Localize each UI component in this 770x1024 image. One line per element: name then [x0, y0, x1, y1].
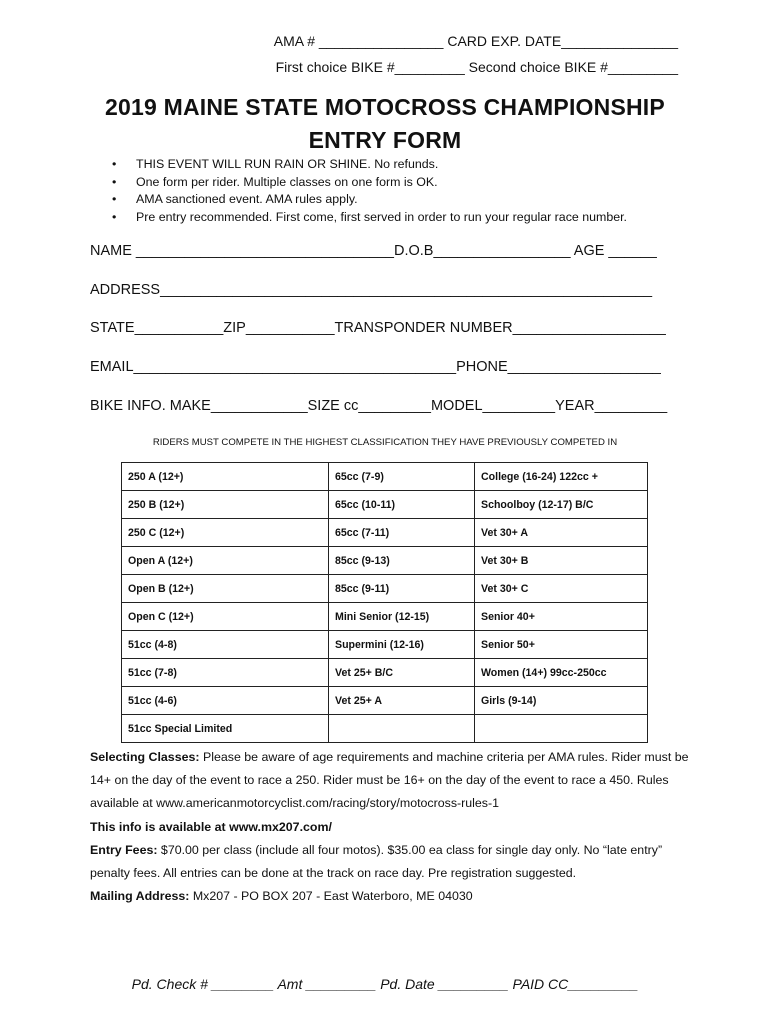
email-phone-field[interactable]: EMAIL________________________________________PHONE___________________	[90, 359, 661, 375]
table-cell: 85cc (9-13)	[329, 547, 475, 575]
table-cell: Supermini (12-16)	[329, 631, 475, 659]
list-item: • One form per rider. Multiple classes on one form is OK.	[112, 174, 627, 192]
bike-choice-line: First choice BIKE #_________ Second choice BIKE #_________	[275, 59, 678, 75]
address-field[interactable]: ADDRESS_____________________________________________________________	[90, 282, 653, 298]
info-line-wrap	[90, 816, 690, 839]
table-cell: Vet 25+ A	[329, 687, 475, 715]
table-row	[122, 715, 648, 743]
table-cell: 51cc (7-8)	[122, 659, 329, 687]
entry-fees-text	[90, 839, 690, 885]
table-cell: 51cc (4-8)	[122, 631, 329, 659]
table-cell	[329, 715, 475, 743]
office-use-line: Pd. Check # ________ Amt _________ Pd. Date _________ PAID CC_________	[131, 976, 639, 992]
fees-body: $70.00 per class (include all four motos). $35.00 ea class for single day only. No “late entry” penalty fees. All entries can be done at the track on race day. Pre registration suggested.	[90, 843, 663, 880]
rules-list	[112, 156, 627, 226]
selecting-classes-text	[90, 746, 690, 815]
table-cell: Mini Senior (12-15)	[329, 603, 475, 631]
list-item: • AMA sanctioned event. AMA rules apply.	[112, 191, 627, 209]
table-cell: Girls (9-14)	[475, 687, 648, 715]
table-cell: Vet 30+ C	[475, 575, 648, 603]
table-cell: 51cc (4-6)	[122, 687, 329, 715]
table-cell: Open C (12+)	[122, 603, 329, 631]
mailing-address-text	[90, 885, 690, 908]
list-item: • THIS EVENT WILL RUN RAIN OR SHINE. No refunds.	[112, 156, 627, 174]
table-cell: Senior 50+	[475, 631, 648, 659]
table-row	[122, 519, 648, 547]
classification-note: RIDERS MUST COMPETE IN THE HIGHEST CLASSIFICATION THEY HAVE PREVIOUSLY COMPETED IN	[152, 437, 618, 448]
table-cell: Open B (12+)	[122, 575, 329, 603]
ama-card-line: AMA # ________________ CARD EXP. DATE_______________	[273, 33, 678, 49]
table-row	[122, 687, 648, 715]
table-cell: 250 C (12+)	[122, 519, 329, 547]
table-cell: Vet 30+ A	[475, 519, 648, 547]
selecting-label: Selecting Classes:	[90, 750, 200, 764]
table-cell: 65cc (7-9)	[329, 463, 475, 491]
classes-table	[121, 462, 648, 743]
table-row	[122, 631, 648, 659]
table-cell: College (16-24) 122cc +	[475, 463, 648, 491]
mailing-label: Mailing Address:	[90, 889, 190, 903]
table-cell: Vet 30+ B	[475, 547, 648, 575]
bike-info-field[interactable]: BIKE INFO. MAKE____________SIZE cc_________MODEL_________YEAR_________	[90, 398, 668, 414]
page-title: 2019 MAINE STATE MOTOCROSS CHAMPIONSHIP	[105, 94, 665, 120]
fees-label: Entry Fees:	[90, 843, 158, 857]
info-line: This info is available at www.mx207.com/	[90, 820, 332, 834]
table-cell: 65cc (7-11)	[329, 519, 475, 547]
name-field[interactable]: NAME ________________________________D.O.B_________________ AGE ______	[90, 243, 657, 259]
table-cell: Schoolboy (12-17) B/C	[475, 491, 648, 519]
page-subtitle: ENTRY FORM	[308, 127, 462, 153]
table-cell: Open A (12+)	[122, 547, 329, 575]
selecting-body: Please be aware of age requirements and machine criteria per AMA rules. Rider must be 14+ on the day of the event to race a 250. Rider must be 16+ on the day of the event to race a 450. Rules available at www.americanmotorcyclist.com/racing/story/motocross-rules-1	[90, 750, 689, 810]
table-row	[122, 463, 648, 491]
table-cell: 250 B (12+)	[122, 491, 329, 519]
table-row	[122, 659, 648, 687]
table-cell: Senior 40+	[475, 603, 648, 631]
table-cell: 65cc (10-11)	[329, 491, 475, 519]
table-cell	[475, 715, 648, 743]
table-row	[122, 547, 648, 575]
table-cell: Vet 25+ B/C	[329, 659, 475, 687]
table-cell: Women (14+) 99cc-250cc	[475, 659, 648, 687]
table-row	[122, 603, 648, 631]
list-item: • Pre entry recommended. First come, first served in order to run your regular race number.	[112, 209, 627, 227]
table-row	[122, 575, 648, 603]
mailing-body: Mx207 - PO BOX 207 - East Waterboro, ME 04030	[189, 889, 473, 903]
state-zip-field[interactable]: STATE___________ZIP___________TRANSPONDER NUMBER___________________	[90, 320, 666, 336]
table-cell: 51cc Special Limited	[122, 715, 329, 743]
table-row	[122, 491, 648, 519]
table-cell: 250 A (12+)	[122, 463, 329, 491]
table-cell: 85cc (9-11)	[329, 575, 475, 603]
